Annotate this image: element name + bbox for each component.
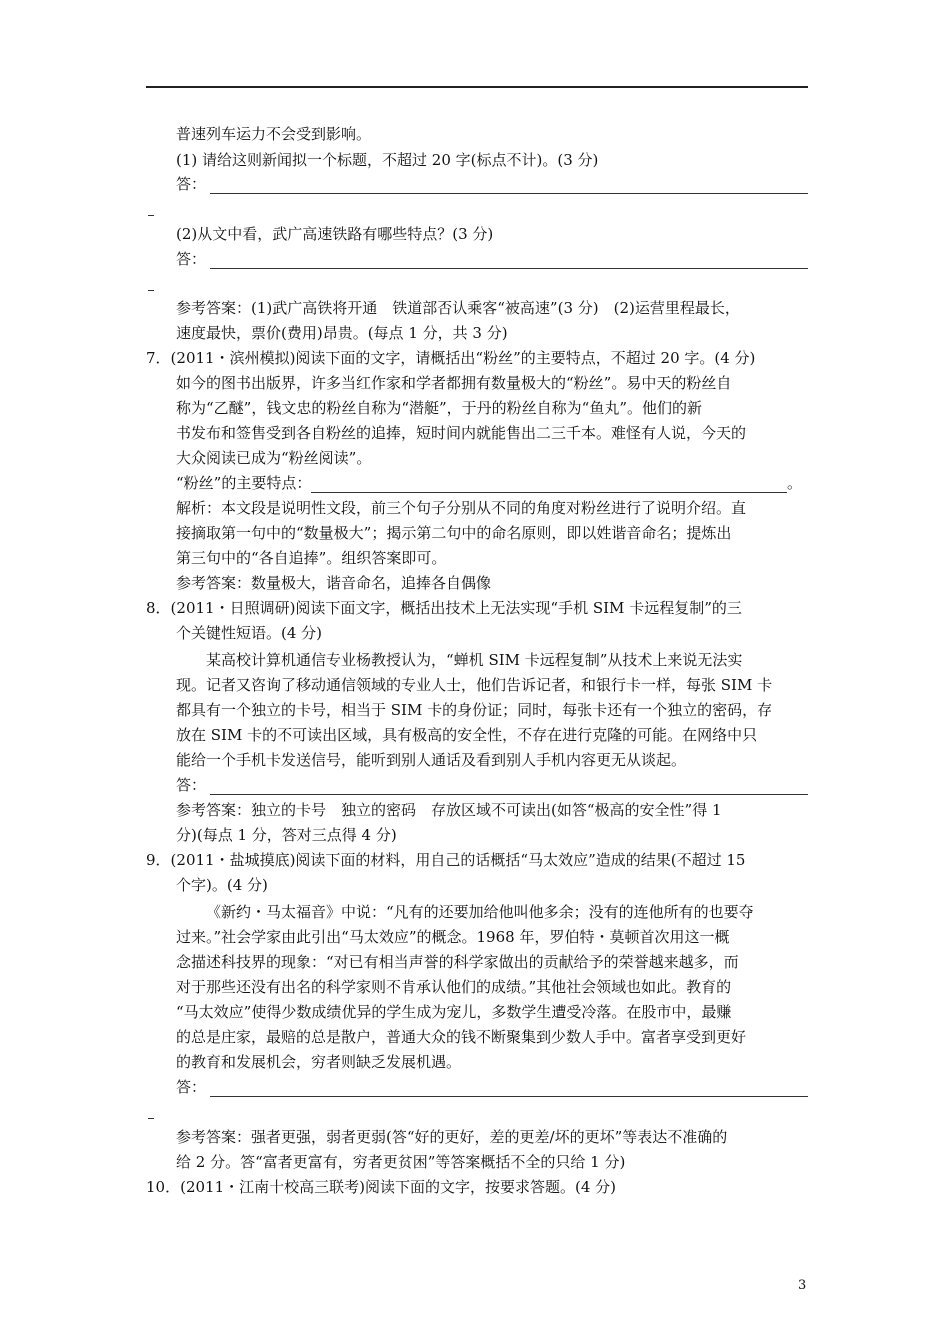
text-line: 书发布和签售受到各自粉丝的追捧，短时间内就能售出二三千本。难怪有人说，今天的 (176, 424, 747, 442)
page-number: 3 (798, 1278, 807, 1293)
fans-end: 。 (786, 474, 802, 492)
question-6-1: (1) 请给这则新闻拟一个标题，不超过 20 字(标点不计)。(3 分) (176, 151, 599, 169)
text-line: 现。记者又咨询了移动通信领域的专业人士，他们告诉记者，和银行卡一样，每张 SIM 卡 (176, 676, 773, 694)
text-line: 念描述科技界的现象：“对已有相当声誉的科学家做出的贡献给予的荣誉越来越多，而 (176, 953, 739, 971)
answer-label: 答： (176, 250, 207, 268)
text-line: 接摘取第一句中的“数量极大”；揭示第二句中的命名原则，即以姓谐音命名；提炼出 (176, 524, 732, 542)
reference-answer: 参考答案：(1)武广高铁将开通 铁道部否认乘客“被高速”(3 分) (2)运营里程最长， (176, 299, 740, 317)
text-line: 能给一个手机卡发送信号，能听到别人通话及看到别人手机内容更无从谈起。 (176, 751, 687, 769)
answer-blank[interactable] (210, 780, 808, 795)
question-7-title: 7．(2011・滨州模拟)阅读下面的文字，请概括出“粉丝”的主要特点，不超过 20 字。(4 分) (146, 349, 756, 367)
reference-answer: 参考答案：强者更强，弱者更弱(答“好的更好，差的更差/坏的更坏”等表达不准确的 (176, 1128, 728, 1146)
analysis: 解析：本文段是说明性文段，前三个句子分别从不同的角度对粉丝进行了说明介绍。直 (176, 499, 747, 517)
question-10-title: 10．(2011・江南十校高三联考)阅读下面的文字，按要求答题。(4 分) (146, 1178, 616, 1196)
fans-answer-line (176, 473, 802, 493)
answer-label: 答： (176, 1078, 207, 1096)
answer-blank[interactable] (210, 254, 808, 269)
text-line: 都具有一个独立的卡号，相当于 SIM 卡的身份证；同时，每张卡还有一个独立的密码，存 (176, 701, 773, 719)
text-line: 的总是庄家，最赔的总是散户，普通大众的钱不断聚集到少数人手中。富者享受到更好 (176, 1028, 747, 1046)
text-line: 个关键性短语。(4 分) (176, 624, 323, 642)
text-line: 对于那些还没有出名的科学家则不肯承认他们的成绩。”其他社会领域也如此。教育的 (176, 978, 732, 996)
text-line: 的教育和发展机会，穷者则缺乏发展机遇。 (176, 1053, 462, 1071)
text-line: “马太效应”使得少数成绩优异的学生成为宠儿，多数学生遭受冷落。在股市中，最赚 (176, 1003, 732, 1021)
dash-mark (148, 215, 154, 216)
question-8-title: 8．(2011・日照调研)阅读下面文字，概括出技术上无法实现“手机 SIM 卡远程复制”的三 (146, 599, 742, 617)
answer-label: 答： (176, 776, 207, 794)
question-6-2: (2)从文中看，武广高速铁路有哪些特点？(3 分) (176, 225, 494, 243)
text-line: 分)(每点 1 分，答对三点得 4 分) (176, 826, 397, 844)
header-rule (146, 86, 808, 88)
text-line: 普速列车运力不会受到影响。 (176, 125, 372, 143)
dash-mark (148, 1118, 154, 1119)
text-line: 某高校计算机通信专业杨教授认为，“蝉机 SIM 卡远程复制”从技术上来说无法实 (206, 651, 743, 669)
answer-line (176, 1077, 808, 1097)
dash-mark (148, 290, 154, 291)
text-line: 给 2 分。答“富者更富有，穷者更贫困”等答案概括不全的只给 1 分) (176, 1153, 626, 1171)
answer-line (176, 775, 808, 795)
answer-line (176, 249, 808, 269)
reference-answer: 参考答案：独立的卡号 独立的密码 存放区域不可读出(如答“极高的安全性”得 1 (176, 801, 722, 819)
text-line: 个字)。(4 分) (176, 876, 268, 894)
fans-label: “粉丝”的主要特点： (176, 474, 312, 492)
text-line: 大众阅读已成为“粉丝阅读”。 (176, 449, 372, 467)
text-line: 《新约・马太福音》中说：“凡有的还要加给他叫他多余；没有的连他所有的也要夺 (206, 903, 754, 921)
reference-answer: 参考答案：数量极大，谐音命名，追捧各自偶像 (176, 574, 492, 592)
question-9-title: 9．(2011・盐城摸底)阅读下面的材料，用自己的话概括“马太效应”造成的结果(不超过 15 (146, 851, 746, 869)
text-line: 称为“乙醚”，钱文忠的粉丝自称为“潜艇”，于丹的粉丝自称为“鱼丸”。他们的新 (176, 399, 703, 417)
answer-label: 答： (176, 175, 207, 193)
text-line: 第三句中的“各自追捧”。组织答案即可。 (176, 549, 447, 567)
text-line: 过来。”社会学家由此引出“马太效应”的概念。1968 年，罗伯特・莫顿首次用这一概 (176, 928, 730, 946)
text-line: 如今的图书出版界，许多当红作家和学者都拥有数量极大的“粉丝”。易中天的粉丝自 (176, 374, 732, 392)
fans-blank[interactable] (311, 478, 787, 493)
text-line: 速度最快，票价(费用)昂贵。(每点 1 分，共 3 分) (176, 324, 508, 342)
text-line: 放在 SIM 卡的不可读出区域，具有极高的安全性，不存在进行克隆的可能。在网络中只 (176, 726, 758, 744)
answer-line (176, 174, 808, 194)
answer-blank[interactable] (210, 1082, 808, 1097)
answer-blank[interactable] (210, 179, 808, 194)
